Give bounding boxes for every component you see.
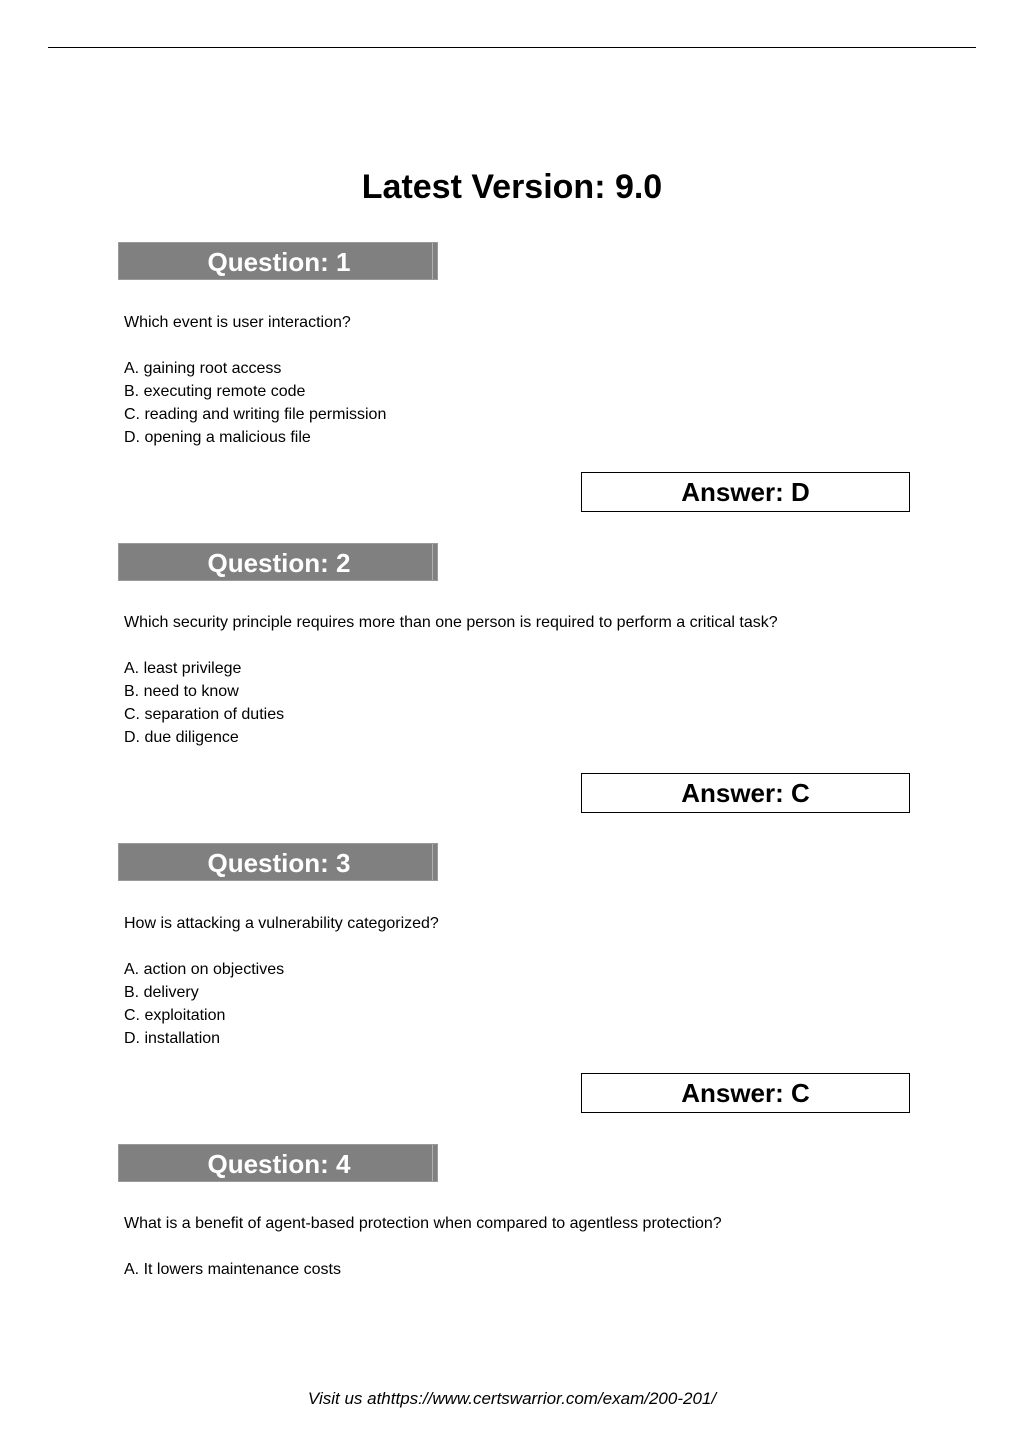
question-1-answer: Answer: D — [581, 472, 910, 512]
question-3-option-a: A. action on objectives — [124, 961, 285, 978]
question-4-body — [124, 1212, 984, 1281]
question-3-header — [118, 843, 438, 881]
question-2-header — [118, 543, 438, 581]
question-3-body — [124, 912, 984, 1050]
question-1-label: Question: 1 — [207, 247, 351, 277]
question-3-option-c: C. exploitation — [124, 1007, 226, 1024]
question-3-text: How is attacking a vulnerability categorized? — [124, 915, 439, 932]
question-3-label: Question: 3 — [207, 848, 351, 878]
question-2-option-d: D. due diligence — [124, 729, 239, 746]
question-2-answer: Answer: C — [581, 773, 910, 813]
question-1-option-d: D. opening a malicious file — [124, 429, 311, 446]
question-1-option-c: C. reading and writing file permission — [124, 406, 387, 423]
question-2-option-a: A. least privilege — [124, 660, 242, 677]
question-4-header — [118, 1144, 438, 1182]
question-3-answer: Answer: C — [581, 1073, 910, 1113]
question-1-body — [124, 311, 984, 449]
question-4-option-a: A. It lowers maintenance costs — [124, 1261, 341, 1278]
footer-link-text: Visit us athttps://www.certswarrior.com/exam/200-201/ — [307, 1389, 717, 1408]
question-2-option-c: C. separation of duties — [124, 706, 285, 723]
question-4-text: What is a benefit of agent-based protection when compared to agentless protection? — [124, 1215, 722, 1232]
question-1-header — [118, 242, 438, 280]
question-1-option-b: B. executing remote code — [124, 383, 306, 400]
question-4-label: Question: 4 — [207, 1149, 351, 1179]
page-title: Latest Version: 9.0 — [361, 168, 663, 206]
question-1-text: Which event is user interaction? — [124, 314, 351, 331]
question-2-label: Question: 2 — [207, 548, 351, 578]
question-2-text: Which security principle requires more than one person is required to perform a critical task? — [124, 614, 778, 631]
top-divider — [48, 47, 976, 48]
question-2-body — [124, 611, 984, 749]
question-1-option-a: A. gaining root access — [124, 360, 282, 377]
question-2-option-b: B. need to know — [124, 683, 239, 700]
question-3-option-b: B. delivery — [124, 984, 199, 1001]
question-3-option-d: D. installation — [124, 1030, 221, 1047]
